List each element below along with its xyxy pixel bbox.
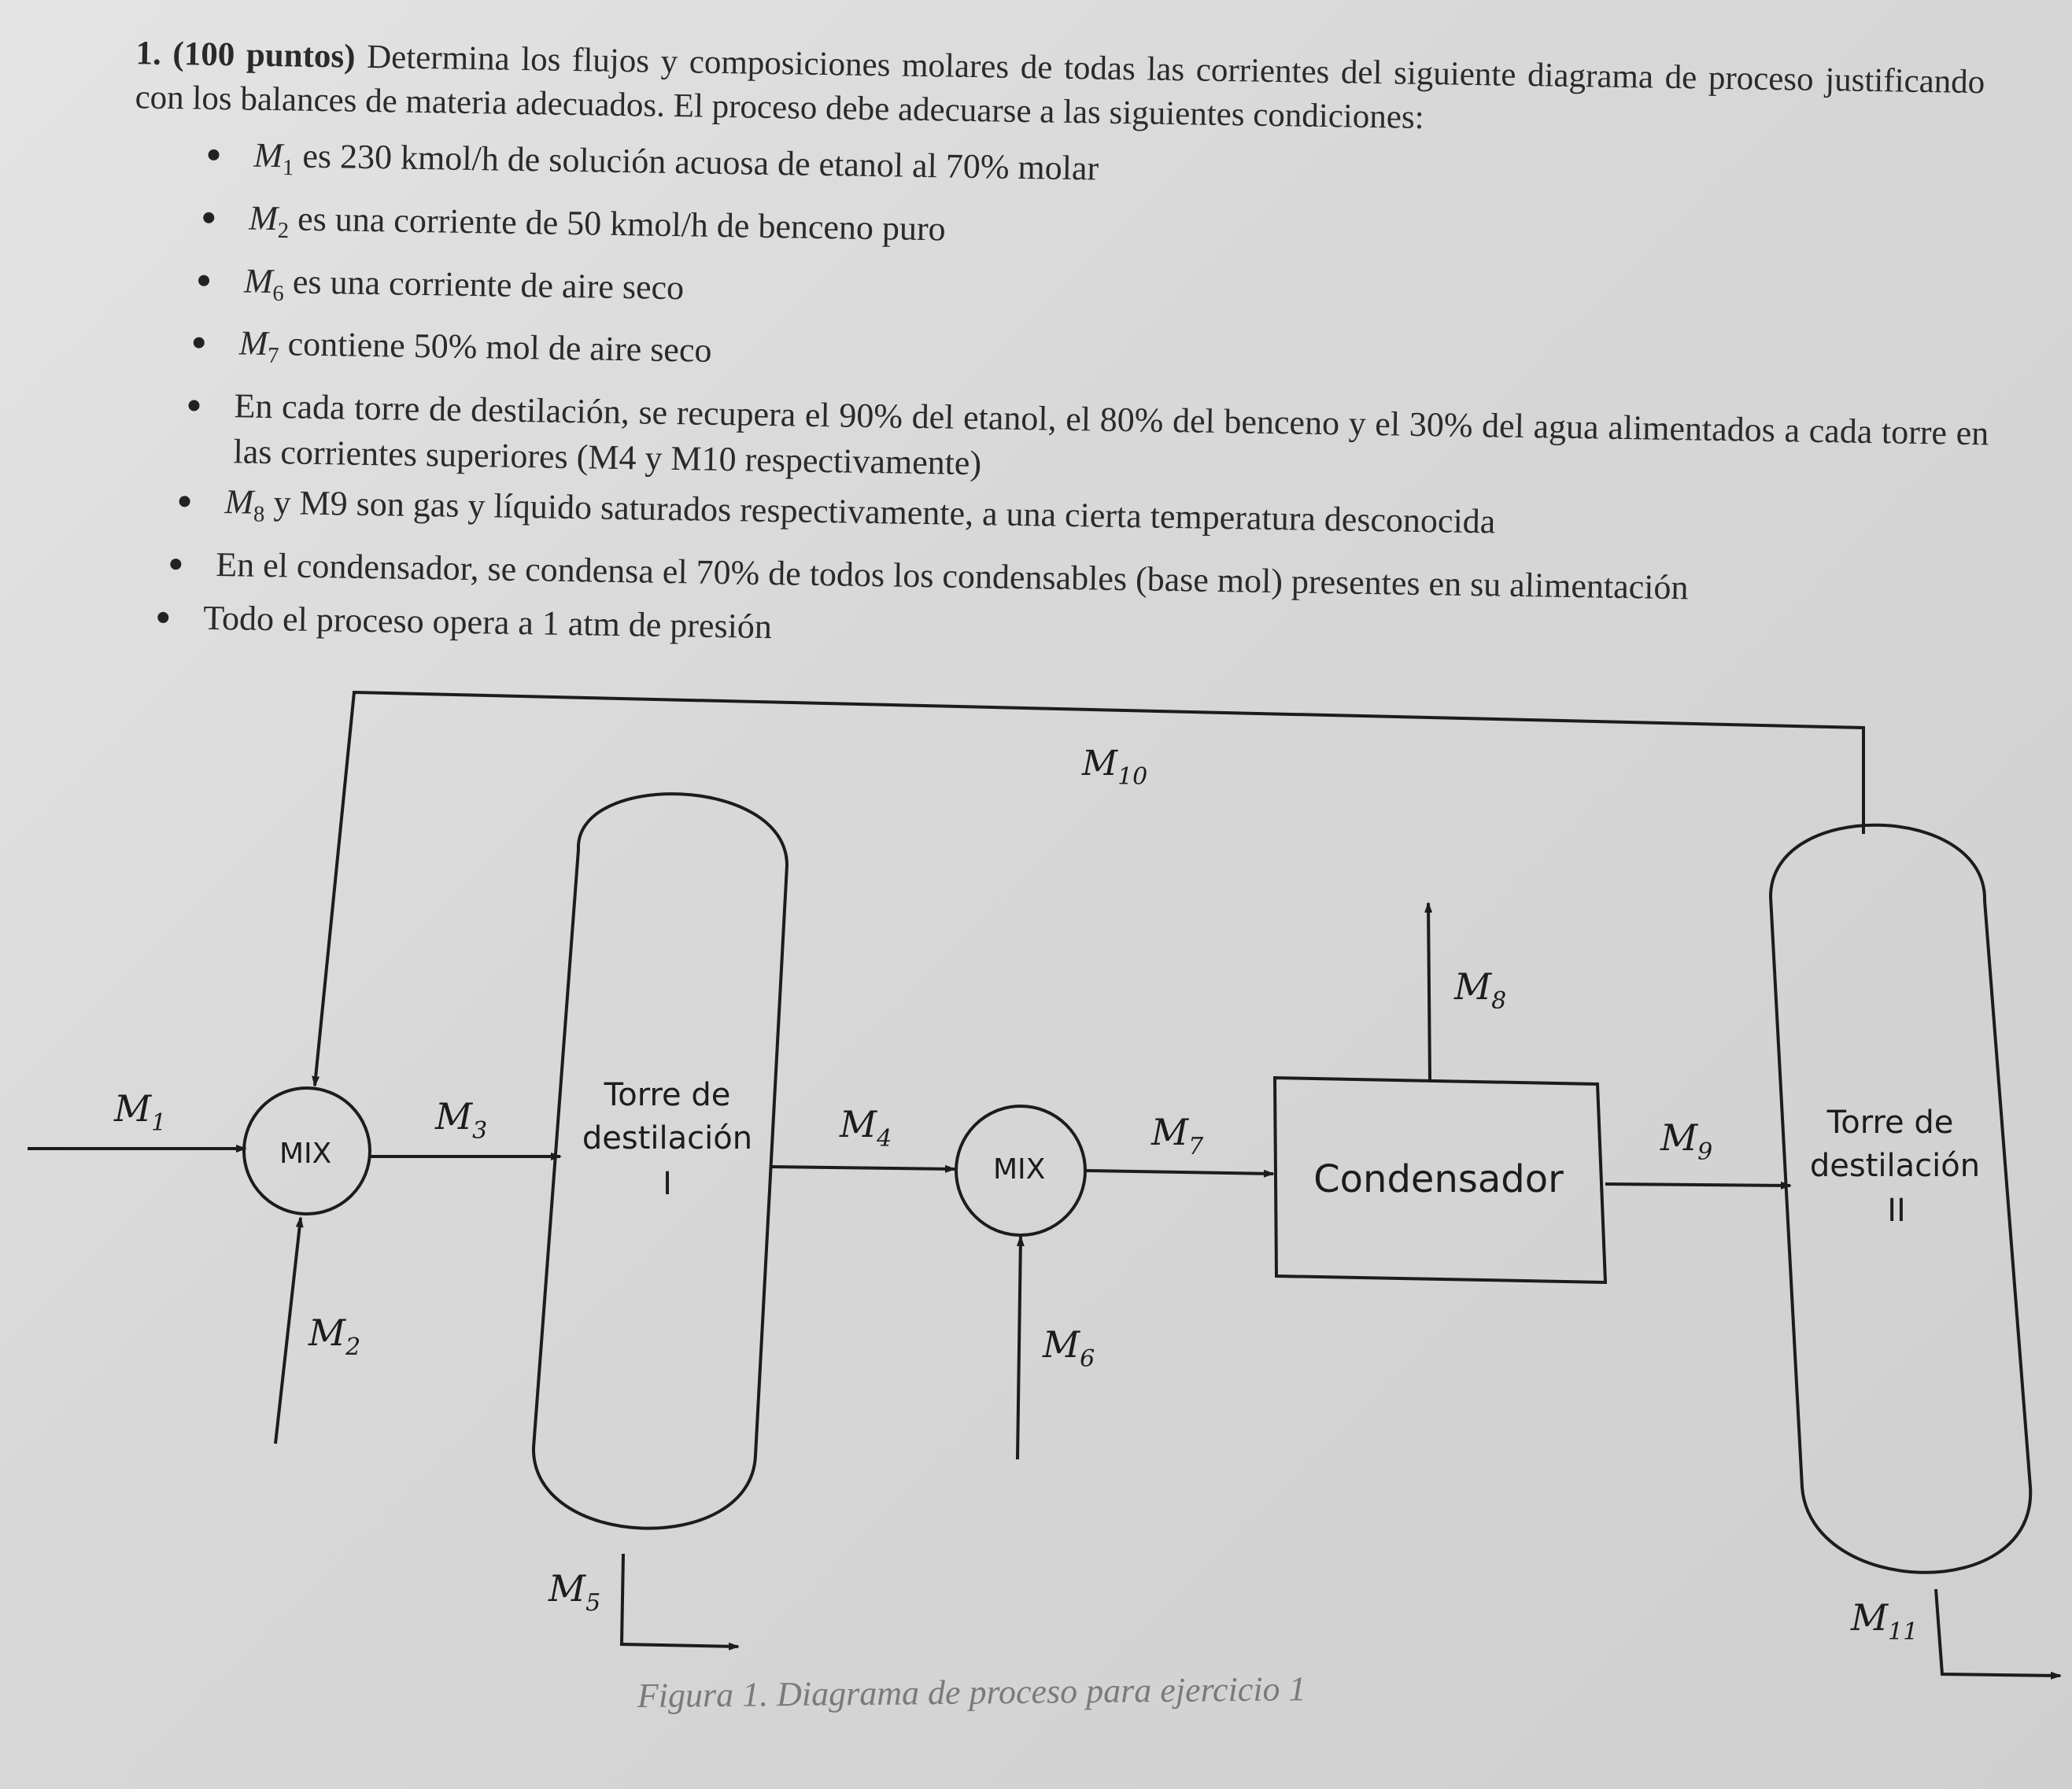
- mixer-2-label: MIX: [993, 1153, 1046, 1186]
- condition-text: En el condensador, se condensa el 70% de todos los condensables (base mol) presentes en su alimentación: [215, 544, 1689, 607]
- stream-m7-line: [1086, 1171, 1273, 1174]
- problem-points: (100 puntos): [172, 35, 356, 76]
- label-m2: $M_2$: [308, 1311, 361, 1361]
- condition-symbol: $M_2$: [248, 198, 290, 243]
- label-m3: $M_3$: [435, 1095, 488, 1145]
- label-m8: $M_8$: [1454, 965, 1507, 1015]
- label-m5: $M_5$: [548, 1567, 601, 1617]
- tower-1: [534, 794, 787, 1529]
- label-m4: $M_4$: [840, 1103, 892, 1153]
- condition-text: En cada torre de destilación, se recupera el 90% del etanol, el 80% del benceno y el 30% del agua alimentados a cada torre en las corrientes superiores (M4 y M10 respectivamente): [233, 386, 1989, 483]
- label-m11: $M_{11}$: [1851, 1596, 1919, 1646]
- condition-symbol: $M_8$: [224, 482, 265, 527]
- condition-text: es 230 kmol/h de solución acuosa de etanol al 70% molar: [294, 136, 1099, 188]
- stream-m4-line: [770, 1167, 955, 1169]
- problem-statement-text: Determina los flujos y composiciones molares de todas las corrientes del siguiente diagrama de proceso justificando con los balances de materia adecuados. El proceso debe adecuarse a las siguientes condiciones:: [135, 38, 1985, 137]
- tower-2-label-line1: Torre de: [1826, 1105, 1954, 1141]
- tower-1-label-line1: Torre de: [604, 1077, 731, 1113]
- stream-m5-line: [622, 1554, 738, 1647]
- tower-2-label-line3: II: [1887, 1193, 1906, 1229]
- condition-symbol: $M_7$: [238, 323, 279, 369]
- condition-text: es una corriente de 50 kmol/h de benceno puro: [288, 199, 947, 249]
- mixer-1-label: MIX: [279, 1138, 332, 1170]
- tower-1-label-line2: destilación: [582, 1120, 753, 1156]
- condition-symbol: $M_6$: [243, 261, 284, 306]
- tower-2-label-line2: destilación: [1809, 1148, 1981, 1184]
- stream-m8-line: [1428, 903, 1430, 1079]
- stream-m6-line: [1018, 1237, 1021, 1459]
- stream-m11-line: [1936, 1589, 2060, 1676]
- label-m10: $M_{10}$: [1082, 743, 1148, 791]
- label-m9: $M_9$: [1660, 1116, 1713, 1166]
- condition-text: es una corriente de aire seco: [283, 261, 685, 307]
- problem-number: 1.: [135, 35, 162, 72]
- label-m1: $M_1$: [114, 1087, 167, 1137]
- condition-symbol: $M_1$: [253, 135, 294, 181]
- stream-m2-line: [275, 1218, 301, 1444]
- stream-m9-line: [1605, 1184, 1790, 1186]
- tower-1-label-line3: I: [663, 1166, 672, 1202]
- label-m7: $M_7$: [1151, 1111, 1204, 1160]
- condition-text: y M9 son gas y líquido saturados respectivamente, a una cierta temperatura desconocida: [264, 483, 1496, 541]
- condition-text: contiene 50% mol de aire seco: [279, 324, 712, 371]
- condenser-label: Condensador: [1313, 1157, 1564, 1201]
- label-m6: $M_6$: [1043, 1323, 1095, 1373]
- figure-caption: Figura 1. Diagrama de proceso para ejercicio 1: [637, 1669, 1306, 1715]
- condition-text: Todo el proceso opera a 1 atm de presión: [202, 598, 773, 647]
